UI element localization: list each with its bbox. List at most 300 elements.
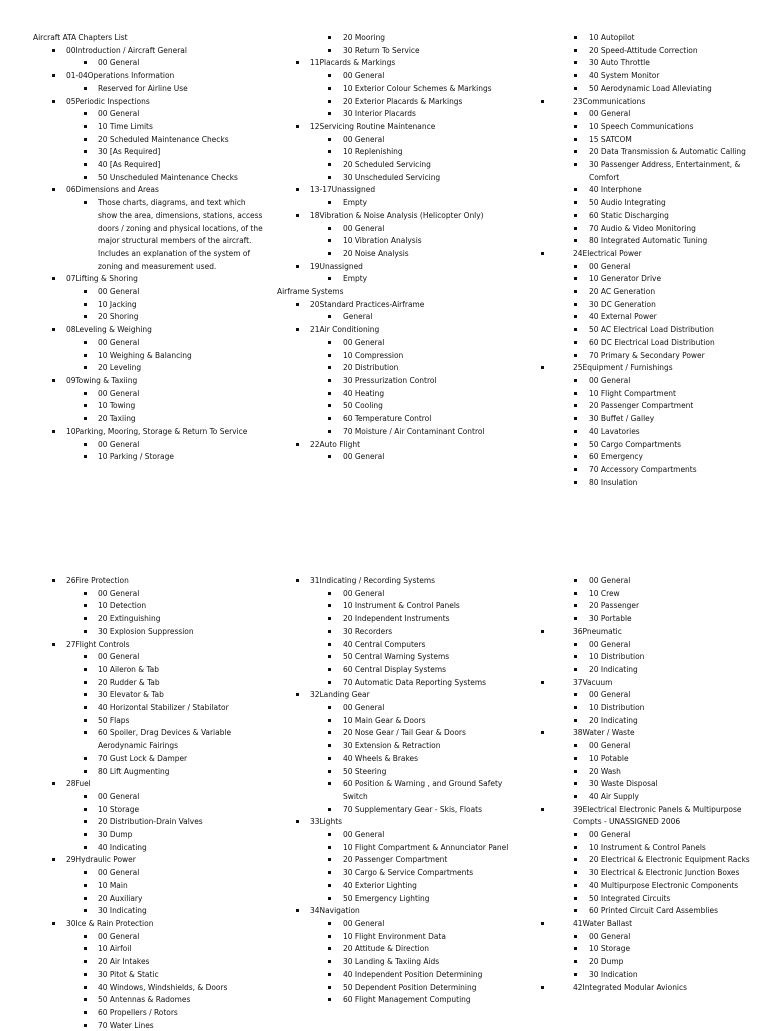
item-text: 40 Multipurpose Electronic Components	[589, 879, 739, 890]
bullet-icon	[574, 706, 577, 709]
bullet-icon	[574, 87, 577, 90]
item-text: 00 General	[343, 336, 385, 347]
subchapter-item	[33, 310, 265, 323]
bullet-icon	[328, 87, 331, 90]
item-text: 70 Gust Lock & Damper	[98, 752, 188, 763]
subchapter-item	[541, 892, 766, 905]
item-text: 40 Heating	[343, 387, 385, 398]
bullet-icon	[328, 417, 331, 420]
item-text: 10 Detection	[98, 600, 147, 611]
item-text: 30 Landing & Taxiing Aids	[343, 956, 440, 967]
item-text: 10 Flight Compartment	[589, 387, 676, 398]
subchapter-item	[33, 82, 265, 95]
subchapter-item	[541, 765, 766, 778]
item-text: 34Navigation	[310, 905, 360, 916]
subchapter-item	[33, 676, 265, 689]
subchapter-item	[541, 739, 766, 752]
bullet-icon	[541, 808, 544, 811]
subchapter-item	[33, 196, 265, 272]
bullet-icon	[328, 986, 331, 989]
item-text: 20 Passenger	[589, 600, 640, 611]
subchapter-item	[541, 183, 766, 196]
item-text: 50 Audio Integrating	[589, 197, 666, 208]
subchapter-item	[277, 879, 513, 892]
bullet-icon	[541, 252, 544, 255]
bullet-icon	[574, 379, 577, 382]
bullet-icon	[328, 719, 331, 722]
bullet-icon	[296, 909, 299, 912]
item-text: 50 AC Electrical Load Distribution	[589, 324, 714, 335]
subchapter-item	[541, 399, 766, 412]
chapter-item	[277, 574, 513, 587]
item-text: 40 [As Required]	[98, 159, 161, 170]
bullet-icon	[328, 392, 331, 395]
subchapter-item	[277, 145, 513, 158]
item-text: 60 Flight Management Computing	[343, 994, 471, 1005]
bullet-icon	[574, 455, 577, 458]
bullet-icon	[328, 947, 331, 950]
subchapter-item	[33, 955, 265, 968]
chapter-item	[33, 69, 265, 82]
chapter-item	[33, 425, 265, 438]
subchapter-item	[541, 145, 766, 158]
bullet-icon	[541, 731, 544, 734]
item-text: 10 Storage	[589, 943, 631, 954]
item-text: 31Indicating / Recording Systems	[310, 575, 436, 585]
subchapter-item	[33, 625, 265, 638]
item-text: 00 General	[98, 336, 140, 347]
item-text: 10 Exterior Colour Schemes & Markings	[343, 82, 492, 93]
bullet-icon	[84, 960, 87, 963]
bullet-icon	[328, 227, 331, 230]
bullet-icon	[328, 782, 331, 785]
bullet-icon	[84, 681, 87, 684]
subchapter-item	[541, 69, 766, 82]
bullet-icon	[541, 366, 544, 369]
item-text: 00 General	[98, 790, 140, 801]
item-text: 10 Towing	[98, 400, 136, 411]
item-text: 26Fire Protection	[66, 575, 129, 585]
subchapter-item	[541, 463, 766, 476]
item-text: Airframe Systems	[277, 286, 344, 297]
item-text: 00 General	[98, 651, 140, 662]
bullet-icon	[541, 100, 544, 103]
chapter-item	[277, 688, 513, 701]
subchapter-item	[277, 612, 513, 625]
column-middle	[277, 31, 513, 463]
item-text: 33Lights	[310, 816, 343, 827]
item-text: Empty	[343, 273, 368, 284]
bullet-icon	[574, 884, 577, 887]
item-text: 50 Cooling	[343, 400, 383, 411]
item-text: 40 Windows, Windshields, & Doors	[98, 981, 228, 992]
bullet-icon	[296, 188, 299, 191]
subchapter-item	[541, 450, 766, 463]
bullet-icon	[574, 354, 577, 357]
bullet-icon	[52, 579, 55, 582]
item-text: 20 Indicating	[589, 714, 638, 725]
bullet-icon	[574, 49, 577, 52]
subchapter-item	[541, 663, 766, 676]
subchapter-item	[277, 133, 513, 146]
bullet-icon	[52, 74, 55, 77]
item-text: 40 Exterior Lighting	[343, 879, 417, 890]
chapter-item	[33, 777, 265, 790]
item-text: 30Ice & Rain Protection	[66, 917, 154, 928]
subchapter-item	[277, 412, 513, 425]
item-text: 10 Flight Environment Data	[343, 930, 446, 941]
bullet-icon	[574, 468, 577, 471]
bullet-icon	[574, 481, 577, 484]
subchapter-item	[33, 803, 265, 816]
bullet-icon	[328, 379, 331, 382]
bullet-icon	[328, 808, 331, 811]
bullet-icon	[574, 757, 577, 760]
item-text: 70 Primary & Secondary Power	[589, 349, 705, 360]
item-text: 30 Passenger Address, Entertainment, & Comfort	[589, 159, 741, 182]
bullet-icon	[328, 315, 331, 318]
item-text: 41Water Ballast	[573, 917, 633, 928]
item-text: 07Lifting & Shoring	[66, 273, 138, 284]
subchapter-item	[277, 107, 513, 120]
item-text: 30 Portable	[589, 613, 632, 624]
bullet-icon	[296, 443, 299, 446]
item-text: 25Equipment / Furnishings	[573, 362, 673, 373]
bullet-icon	[84, 150, 87, 153]
chapter-item	[33, 917, 265, 930]
bullet-icon	[574, 404, 577, 407]
item-text: 10 Main Gear & Doors	[343, 714, 426, 725]
item-text: 30 Elevator & Tab	[98, 689, 164, 700]
item-text: 00 General	[98, 57, 140, 68]
subchapter-item	[541, 336, 766, 349]
item-text: 10 Jacking	[98, 298, 137, 309]
chapter-item	[541, 676, 766, 689]
item-text: 60 Printed Circuit Card Assemblies	[589, 905, 719, 916]
subchapter-item	[541, 425, 766, 438]
item-text: 30 Auto Throttle	[589, 57, 650, 68]
item-text: 70 Audio & Video Monitoring	[589, 222, 696, 233]
bullet-icon	[84, 947, 87, 950]
bullet-icon	[328, 871, 331, 874]
subchapter-item	[277, 158, 513, 171]
subchapter-item	[33, 171, 265, 184]
item-text: 22Auto Flight	[310, 438, 361, 449]
item-text: 40 Central Computers	[343, 638, 426, 649]
item-text: General	[343, 311, 373, 322]
bullet-icon	[574, 795, 577, 798]
column-left	[33, 31, 265, 463]
subchapter-item	[33, 993, 265, 1006]
bullet-icon	[84, 61, 87, 64]
item-text: 20 AC Generation	[589, 286, 656, 297]
item-text: 60 DC Electrical Load Distribution	[589, 336, 715, 347]
chapter-item	[33, 374, 265, 387]
subchapter-item	[541, 828, 766, 841]
bullet-icon	[574, 770, 577, 773]
bullet-icon	[328, 592, 331, 595]
item-text: 00 General	[98, 387, 140, 398]
bullet-icon	[328, 277, 331, 280]
subchapter-item	[277, 399, 513, 412]
subchapter-item	[541, 82, 766, 95]
bullet-icon	[328, 430, 331, 433]
bullet-icon	[574, 214, 577, 217]
bullet-icon	[84, 668, 87, 671]
subchapter-item	[33, 145, 265, 158]
chapter-item	[277, 438, 513, 451]
subchapter-item	[541, 133, 766, 146]
subchapter-item	[541, 866, 766, 879]
chapter-item	[277, 323, 513, 336]
item-text: 10Parking, Mooring, Storage & Return To Service	[66, 425, 248, 436]
bullet-icon	[574, 935, 577, 938]
item-text: 30 DC Generation	[589, 298, 656, 309]
bullet-icon	[574, 744, 577, 747]
subchapter-item	[33, 298, 265, 311]
item-text: 20 Mooring	[343, 32, 386, 42]
item-text: 20 Passenger Compartment	[343, 854, 448, 865]
chapter-item	[277, 298, 513, 311]
subchapter-item	[33, 892, 265, 905]
bullet-icon	[296, 328, 299, 331]
subchapter-item	[541, 612, 766, 625]
item-text: 50 Flaps	[98, 714, 130, 725]
item-text: 10 Weighing & Balancing	[98, 349, 192, 360]
subchapter-item	[541, 638, 766, 651]
item-text: 30 Pressurization Control	[343, 374, 437, 385]
item-text: 20 Scheduled Maintenance Checks	[98, 133, 229, 144]
bullet-icon	[574, 417, 577, 420]
subchapter-item	[541, 476, 766, 489]
bullet-icon	[328, 239, 331, 242]
subchapter-item	[277, 676, 513, 689]
bullet-icon	[541, 630, 544, 633]
bullet-icon	[328, 138, 331, 141]
bullet-icon	[328, 731, 331, 734]
item-text: 30 Extension & Retraction	[343, 740, 441, 751]
item-text: 11Placards & Markings	[310, 57, 396, 68]
bullet-icon	[574, 227, 577, 230]
item-text: 10 Instrument & Control Panels	[343, 600, 460, 611]
item-text: 00 General	[98, 108, 140, 119]
item-text: 24Electrical Power	[573, 247, 642, 258]
bullet-icon	[84, 770, 87, 773]
subchapter-item	[541, 955, 766, 968]
subchapter-item	[277, 599, 513, 612]
item-text: 60 Propellers / Rotors	[98, 1006, 178, 1017]
bullet-icon	[574, 947, 577, 950]
item-text: 28Fuel	[66, 778, 91, 789]
subchapter-item	[33, 930, 265, 943]
item-text: 08Leveling & Weighing	[66, 324, 152, 335]
bullet-icon	[541, 986, 544, 989]
subchapter-item	[33, 981, 265, 994]
item-text: 50 Steering	[343, 765, 387, 776]
item-text: 10 Generator Drive	[589, 273, 662, 284]
item-text: 10 Speech Communications	[589, 120, 694, 131]
bullet-icon	[328, 655, 331, 658]
subchapter-item	[541, 968, 766, 981]
bullet-icon	[296, 61, 299, 64]
bullet-icon	[328, 617, 331, 620]
subchapter-item	[541, 701, 766, 714]
item-text: 00 General	[589, 740, 631, 751]
subchapter-item	[277, 752, 513, 765]
column-right	[541, 31, 766, 488]
subchapter-item	[33, 815, 265, 828]
subchapter-item	[277, 450, 513, 463]
item-text: 30 Interior Placards	[343, 108, 416, 119]
subchapter-item	[277, 222, 513, 235]
subchapter-item	[541, 574, 766, 587]
item-text: 00Introduction / Aircraft General	[66, 44, 187, 55]
subchapter-item	[277, 828, 513, 841]
item-text: 50 Antennas & Radomes	[98, 994, 191, 1005]
item-text: 40 Wheels & Brakes	[343, 752, 418, 763]
subchapter-item	[541, 777, 766, 790]
item-text: 30 Return To Service	[343, 44, 420, 55]
subchapter-item	[33, 1006, 265, 1019]
bullet-icon	[84, 87, 87, 90]
chapter-item	[33, 638, 265, 651]
chapter-item	[277, 120, 513, 133]
subchapter-item	[541, 323, 766, 336]
bullet-icon	[84, 846, 87, 849]
item-text: 70 Water Lines	[98, 1019, 154, 1030]
bullet-icon	[328, 404, 331, 407]
subchapter-item	[277, 95, 513, 108]
item-text: 40 Indicating	[98, 841, 147, 852]
subchapter-item	[277, 234, 513, 247]
bullet-icon	[574, 592, 577, 595]
subchapter-item	[33, 765, 265, 778]
subchapter-item	[277, 625, 513, 638]
subchapter-item	[33, 841, 265, 854]
item-text: 40 Independent Position Determining	[343, 968, 483, 979]
item-text: 20Standard Practices-Airframe	[310, 298, 425, 309]
item-text: 10 Parking / Storage	[98, 451, 174, 462]
bullet-icon	[52, 922, 55, 925]
item-text: 30 [As Required]	[98, 146, 161, 157]
subchapter-item	[33, 587, 265, 600]
subchapter-item	[277, 638, 513, 651]
bullet-icon	[574, 719, 577, 722]
bullet-icon	[328, 112, 331, 115]
subchapter-item	[277, 44, 513, 57]
bullet-icon	[328, 176, 331, 179]
bullet-icon	[574, 392, 577, 395]
subchapter-item	[277, 387, 513, 400]
item-text: 10 Compression	[343, 349, 404, 360]
item-text: Reserved for Airline Use	[98, 82, 188, 93]
subchapter-item	[33, 752, 265, 765]
item-text: 60 Emergency	[589, 451, 643, 462]
item-text: 20 Speed-Attitude Correction	[589, 44, 698, 55]
bullet-icon	[84, 909, 87, 912]
column-middle	[277, 574, 513, 1006]
item-text: 19Unassigned	[310, 260, 363, 271]
subchapter-item	[33, 599, 265, 612]
item-text: 60 Position & Warning , and Ground Safety Switch	[343, 778, 503, 801]
subchapter-item	[277, 993, 513, 1006]
bullet-icon	[328, 163, 331, 166]
item-text: 05Periodic Inspections	[66, 95, 150, 106]
item-text: 30 Pitot & Static	[98, 968, 159, 979]
item-text: Empty	[343, 197, 368, 208]
bullet-icon	[84, 719, 87, 722]
bullet-icon	[84, 201, 87, 204]
item-text: 00 General	[343, 451, 385, 462]
subchapter-item	[277, 853, 513, 866]
bullet-icon	[296, 693, 299, 696]
subchapter-item	[277, 726, 513, 739]
subchapter-item	[541, 196, 766, 209]
chapter-item	[541, 247, 766, 260]
subchapter-item	[277, 69, 513, 82]
subchapter-item	[33, 688, 265, 701]
bullet-icon	[84, 604, 87, 607]
item-text: 20 Indicating	[589, 663, 638, 674]
subchapter-item	[277, 892, 513, 905]
item-text: 50 Dependent Position Determining	[343, 981, 477, 992]
item-text: 38Water / Waste	[573, 727, 635, 738]
chapter-item	[33, 272, 265, 285]
subchapter-item	[541, 752, 766, 765]
bullet-icon	[328, 150, 331, 153]
subchapter-item	[541, 31, 766, 44]
subchapter-item	[33, 650, 265, 663]
item-text: 00 General	[98, 438, 140, 449]
chapter-item	[541, 625, 766, 638]
item-text: 70 Supplementary Gear - Skis, Floats	[343, 803, 482, 814]
bullet-icon	[574, 604, 577, 607]
item-text: 23Communications	[573, 95, 646, 106]
subchapter-item	[277, 917, 513, 930]
chapter-item	[33, 44, 265, 57]
item-text: 20 Attitude & Direction	[343, 943, 430, 954]
bullet-icon	[84, 731, 87, 734]
subchapter-item	[541, 158, 766, 183]
bullet-icon	[84, 163, 87, 166]
item-text: 60 Temperature Control	[343, 413, 432, 424]
subchapter-item	[277, 866, 513, 879]
bullet-icon	[574, 443, 577, 446]
subchapter-item	[277, 968, 513, 981]
subchapter-item	[541, 260, 766, 273]
bullet-icon	[574, 858, 577, 861]
subchapter-item	[541, 790, 766, 803]
bullet-icon	[52, 643, 55, 646]
bullet-icon	[84, 795, 87, 798]
item-text: 32Landing Gear	[310, 689, 370, 700]
item-text: 10 Vibration Analysis	[343, 235, 422, 246]
subchapter-item	[277, 310, 513, 323]
section-heading	[277, 285, 513, 298]
bullet-icon	[574, 960, 577, 963]
bullet-icon	[574, 693, 577, 696]
bullet-icon	[328, 846, 331, 849]
bullet-icon	[84, 315, 87, 318]
item-text: 00 General	[343, 133, 385, 144]
item-text: 39Electrical Electronic Panels & Multipurpose Compts - UNASSIGNED 2006	[573, 803, 742, 827]
bullet-icon	[84, 833, 87, 836]
bullet-icon	[574, 150, 577, 153]
bullet-icon	[574, 188, 577, 191]
bullet-icon	[328, 643, 331, 646]
subchapter-item	[277, 31, 513, 44]
bullet-icon	[52, 379, 55, 382]
